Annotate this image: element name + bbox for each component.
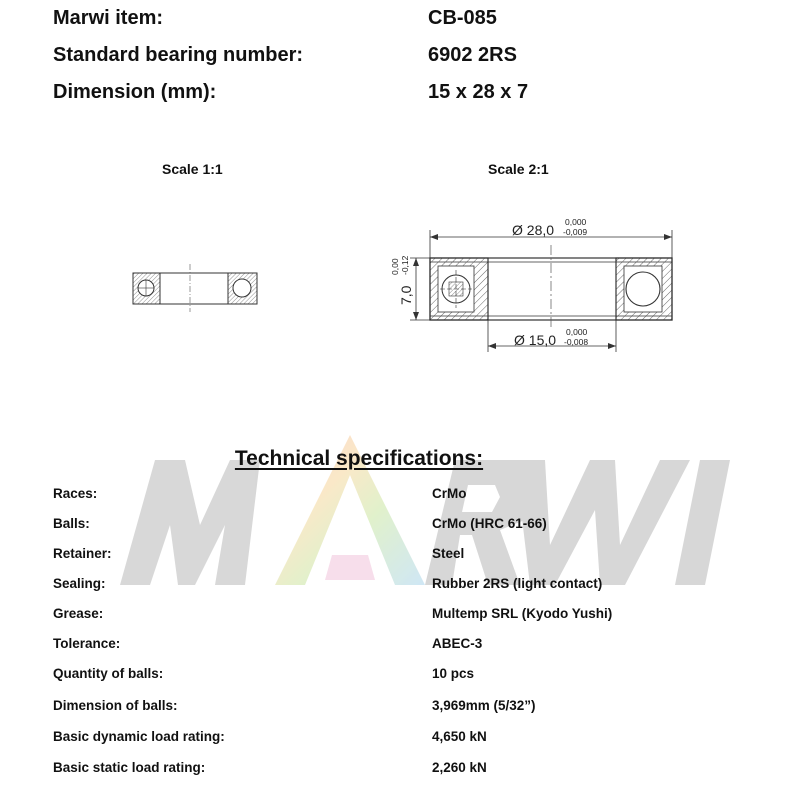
- spec-row-tolerance: [0, 634, 800, 654]
- spec-row-dimension-of-balls: [0, 696, 800, 716]
- spec-value: 2,260 kN: [432, 760, 487, 775]
- marwi-watermark-logo: [60, 415, 750, 595]
- spec-row-races: [0, 484, 800, 504]
- spec-value: CrMo: [432, 486, 467, 501]
- inner-tolerance-upper: 0,000: [566, 327, 588, 337]
- spec-row-static-load: [0, 758, 800, 778]
- spec-value: Multemp SRL (Kyodo Yushi): [432, 606, 613, 621]
- spec-label: Basic static load rating:: [53, 760, 206, 775]
- spec-label: Sealing:: [53, 576, 106, 591]
- spec-row-balls: [0, 514, 800, 534]
- width-tolerance-upper: 0,00: [390, 258, 400, 275]
- scale-2-1-title: Scale 2:1: [488, 161, 549, 177]
- width-text: 7,0: [398, 285, 414, 305]
- outer-tolerance-upper: 0,000: [565, 217, 587, 227]
- width-tolerance-lower: -0,12: [400, 255, 410, 275]
- spec-label: Retainer:: [53, 546, 112, 561]
- scale-1-1-title: Scale 1:1: [162, 161, 223, 177]
- spec-row-grease: [0, 604, 800, 624]
- spec-value: 3,969mm (5/32”): [432, 698, 536, 713]
- spec-label: Dimension of balls:: [53, 698, 178, 713]
- spec-value: Steel: [432, 546, 465, 561]
- spec-row-sealing: [0, 574, 800, 594]
- spec-value: 10 pcs: [432, 666, 475, 681]
- spec-row-dynamic-load: [0, 727, 800, 747]
- outer-diameter-text: Ø 28,0: [512, 222, 555, 238]
- spec-label: Grease:: [53, 606, 104, 621]
- inner-diameter-text: Ø 15,0: [514, 332, 557, 348]
- bearing-number-value: 6902 2RS: [428, 44, 517, 66]
- spec-label: Races:: [53, 486, 98, 501]
- marwi-item-value: CB-085: [428, 7, 497, 29]
- spec-value: Rubber 2RS (light contact): [432, 576, 603, 591]
- dimension-value: 15 x 28 x 7: [428, 81, 529, 103]
- spec-row-quantity-of-balls: [0, 664, 800, 684]
- outer-tolerance-lower: -0,009: [563, 227, 588, 237]
- spec-label: Balls:: [53, 516, 90, 531]
- spec-label: Basic dynamic load rating:: [53, 729, 225, 744]
- scale-1-1-drawing: [133, 264, 257, 312]
- scale-2-1-drawing: [390, 217, 672, 352]
- spec-value: 4,650 kN: [432, 729, 487, 744]
- dimension-label: Dimension (mm):: [53, 81, 217, 103]
- spec-label: Quantity of balls:: [53, 666, 164, 681]
- marwi-item-label: Marwi item:: [53, 7, 164, 29]
- spec-row-retainer: [0, 544, 800, 564]
- inner-tolerance-lower: -0,008: [564, 337, 589, 347]
- bearing-number-label: Standard bearing number:: [53, 44, 304, 66]
- spec-label: Tolerance:: [53, 636, 121, 651]
- specs-title: Technical specifications:: [234, 447, 484, 470]
- spec-value: ABEC-3: [432, 636, 483, 651]
- spec-value: CrMo (HRC 61-66): [432, 516, 547, 531]
